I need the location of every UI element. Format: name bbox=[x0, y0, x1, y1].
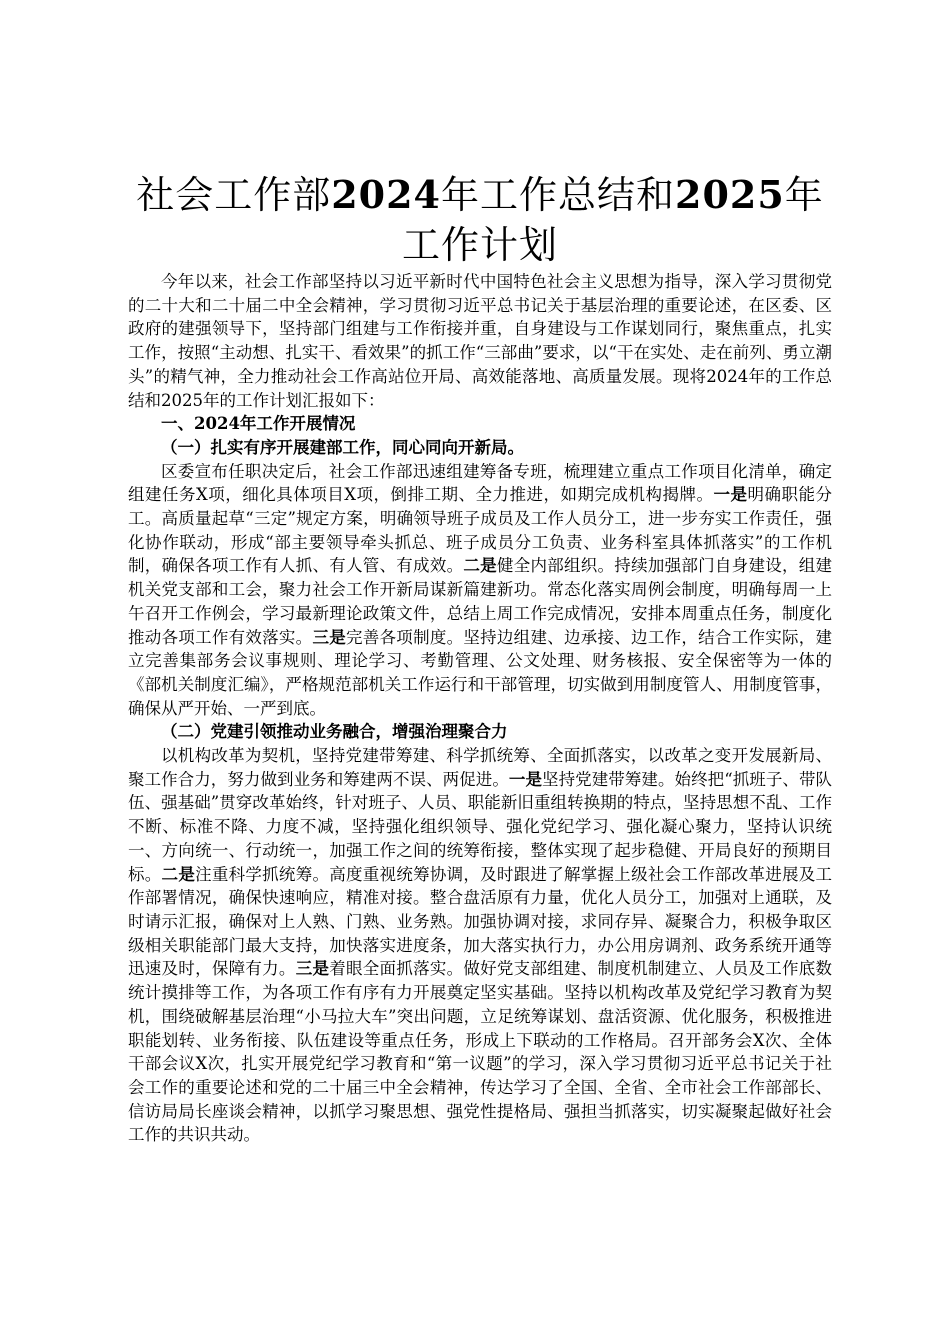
title-text-3: 年工作计划 bbox=[401, 173, 824, 267]
sub2-marker-2: 二是 bbox=[161, 864, 196, 884]
subsection-1-paragraph bbox=[128, 460, 832, 721]
sub1-text-d: 完善各项制度。坚持边组建、边承接、边工作，结合工作实际，建立完善集部务会议事规则、理论学习、考勤管理、公文处理、财务核报、安全保密等为一体的《部机关制度汇编》，严格规范部机关工作运行和干部管理，切实做到用制度管人、用制度管事，确保从严开始、一严到底。 bbox=[128, 627, 833, 718]
sub2-text-b: 坚持党建带筹建。始终把“抓班子、带队伍、强基础”贯穿改革始终，针对班子、人员、职能新旧重组转换期的特点，坚持思想不乱、工作不断、标准不降、力度不减，坚持强化组织领导、强化党纪学习、强化凝心聚力，坚持认识统一、方向统一、行动统一，加强工作之间的统筹衔接，整体实现了起步稳健、开局良好的预期目标。 bbox=[128, 769, 833, 884]
intro-paragraph: 今年以来，社会工作部坚持以习近平新时代中国特色社会主义思想为指导，深入学习贯彻党的二十大和二十届二中全会精神，学习贯彻习近平总书记关于基层治理的重要论述，在区委、区政府的建强领导下，坚持部门组建与工作衔接并重，自身建设与工作谋划同行，聚焦重点，扎实工作，按照“主动想、扎实干、看效果”的抓工作“三部曲”要求，以“干在实处、走在前列、勇立潮头”的精气神，全力推动社会工作高站位开局、高效能落地、高质量发展。现将2024年的工作总结和2025年的工作计划汇报如下： bbox=[128, 272, 832, 410]
sub1-text-b: 明确职能分工。高质量起草“三定”规定方案，明确领导班子成员及工作人员分工，进一步夯实工作责任，强化协作联动，形成“部主要领导牵头抓总、班子成员分工负责、业务科室具体抓落实”的工作机制，确保各项工作有人抓、有人管、有成效。 bbox=[128, 485, 832, 576]
title-year-2: 2025 bbox=[675, 172, 785, 217]
sub1-marker-2: 二是 bbox=[463, 556, 497, 576]
subsection-2-paragraph bbox=[128, 744, 832, 1147]
section-1-heading: 一、2024年工作开展情况 bbox=[161, 414, 356, 434]
subsection-1-heading: （一）扎实有序开展建部工作，同心同向开新局。 bbox=[161, 437, 524, 457]
document-page bbox=[128, 170, 832, 1147]
sub1-text-a: 区委宣布任职决定后，社会工作部迅速组建筹备专班，梳理建立重点工作项目化清单，确定组建任务X项，细化具体项目X项，倒排工期、全力推进，如期完成机构揭牌。 bbox=[128, 461, 832, 505]
document-title bbox=[128, 170, 832, 270]
title-text-2: 年工作总结和 bbox=[440, 173, 675, 217]
sub2-text-c: 注重科学抓统筹。高度重视统筹协调，及时跟进了解掌握上级社会工作部改革进展及工作部署情况，确保快速响应，精准对接。整合盘活原有力量，优化人员分工，加强对上通联，及时请示汇报，确保对上人熟、门熟、业务熟。加强协调对接，求同存异、凝聚合力，积极争取区级相关职能部门最大支持，加快落实进度条，加大落实执行力，办公用房调剂、政务系统开通等迅速及时，保障有力。 bbox=[128, 864, 833, 979]
sub1-marker-1: 一是 bbox=[713, 485, 748, 505]
sub2-marker-1: 一是 bbox=[508, 769, 543, 789]
sub1-marker-3: 三是 bbox=[312, 627, 346, 647]
title-year-1: 2024 bbox=[331, 172, 441, 217]
subsection-2-heading: （二）党建引领推动业务融合，增强治理聚合力 bbox=[161, 722, 508, 742]
sub2-marker-3: 三是 bbox=[295, 959, 330, 979]
sub1-text-c: 健全内部组织。持续加强部门自身建设，组建机关党支部和工会，聚力社会工作开新局谋新篇建新功。常态化落实周例会制度，明确每周一上午召开工作例会，学习最新理论政策文件，总结上周工作完成情况，安排本周重点任务，制度化推动各项工作有效落实。 bbox=[128, 556, 833, 647]
sub2-text-d: 着眼全面抓落实。做好党支部组建、制度机制建立、人员及工作底数统计摸排等工作，为各项工作有序有力开展奠定坚实基础。坚持以机构改革及党纪学习教育为契机，围绕破解基层治理“小马拉大车”突出问题，立足统筹谋划、盘活资源、优化服务，积极推进职能划转、业务衔接、队伍建设等重点任务，形成上下联动的工作格局。召开部务会X次、全体干部会议X次，扎实开展党纪学习教育和“第一议题”的学习，深入学习贯彻习近平总书记关于社会工作的重要论述和党的二十届三中全会精神，传达学习了全国、全省、全市社会工作部部长、信访局局长座谈会精神，以抓学习聚思想、强党性提格局、强担当抓落实，切实凝聚起做好社会工作的共识共动。 bbox=[128, 959, 833, 1145]
title-text-1: 社会工作部 bbox=[136, 173, 332, 217]
sub2-text-a: 以机构改革为契机，坚持党建带筹建、科学抓统筹、全面抓落实，以改革之变开发展新局、聚工作合力，努力做到业务和筹建两不误、两促进。 bbox=[128, 746, 832, 789]
